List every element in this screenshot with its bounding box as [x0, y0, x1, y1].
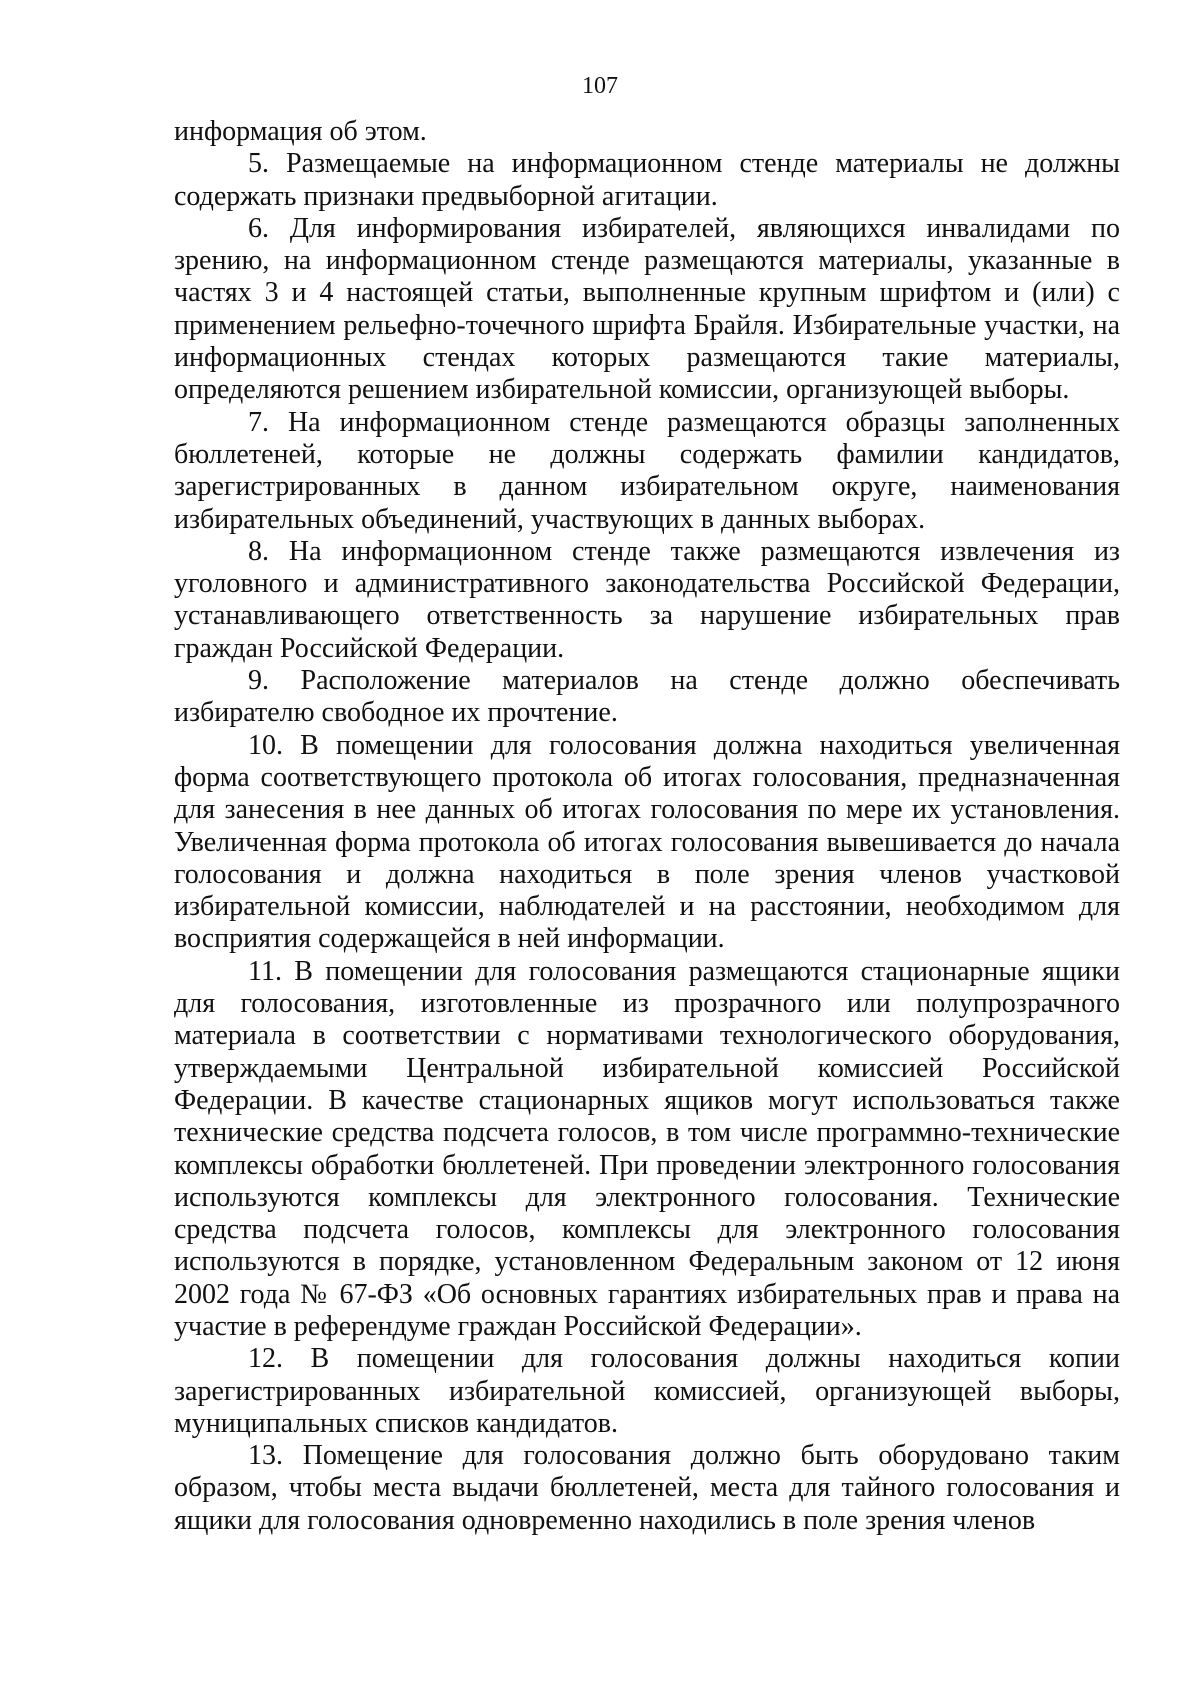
paragraph-item-10: 10. В помещении для голосования должна находиться увеличенная форма соответствующего протокола об итогах голосования, предназначенная для занесения в нее данных об итогах голосования по мере их установления. Увеличенная форма протокола об итогах голосования вывешивается до начала голосования и должна находиться в поле зрения членов участковой избирательной комиссии, наблюдателей и на расстоянии, необходимом для восприятия содержащейся в ней информации. [174, 729, 1120, 955]
paragraph-item-6: 6. Для информирования избирателей, являющихся инвалидами по зрению, на информационном стенде размещаются материалы, указанные в частях 3 и 4 настоящей статьи, выполненные крупным шрифтом и (или) с применением рельефно-точечного шрифта Брайля. Избирательные участки, на информационных стендах которых размещаются такие материалы, определяются решением избирательной комиссии, организующей выборы. [174, 212, 1120, 406]
document-body [174, 116, 1120, 1537]
paragraph-item-5: 5. Размещаемые на информационном стенде материалы не должны содержать признаки предвыборной агитации. [174, 148, 1120, 212]
paragraph-item-8: 8. На информационном стенде также размещаются извлечения из уголовного и административного законодательства Российской Федерации, устанавливающего ответственность за нарушение избирательных прав граждан Российской Федерации. [174, 535, 1120, 664]
paragraph-item-13: 13. Помещение для голосования должно быть оборудовано таким образом, чтобы места выдачи бюллетеней, места для тайного голосования и ящики для голосования одновременно находились в поле зрения членов [174, 1440, 1120, 1536]
paragraph-item-11: 11. В помещении для голосования размещаются стационарные ящики для голосования, изготовленные из прозрачного или полупрозрачного материала в соответствии с нормативами технологического оборудования, утверждаемыми Центральной избирательной комиссией Российской Федерации. В качестве стационарных ящиков могут использоваться также технические средства подсчета голосов, в том числе программно-технические комплексы обработки бюллетеней. При проведении электронного голосования используются комплексы для электронного голосования. Технические средства подсчета голосов, комплексы для электронного голосования используются в порядке, установленном Федеральным законом от 12 июня 2002 года № 67-ФЗ «Об основных гарантиях избирательных прав и права на участие в референдуме граждан Российской Федерации». [174, 955, 1120, 1342]
page-number: 107 [582, 73, 618, 99]
paragraph-item-7: 7. На информационном стенде размещаются образцы заполненных бюллетеней, которые не должны содержать фамилии кандидатов, зарегистрированных в данном избирательном округе, наименования избирательных объединений, участвующих в данных выборах. [174, 406, 1120, 535]
paragraph-continuation: информация об этом. [174, 116, 427, 147]
paragraph-item-9: 9. Расположение материалов на стенде должно обеспечивать избирателю свободное их прочтение. [174, 665, 1120, 729]
paragraph-item-12: 12. В помещении для голосования должны находиться копии зарегистрированных избирательной комиссией, организующей выборы, муниципальных списков кандидатов. [174, 1343, 1120, 1439]
